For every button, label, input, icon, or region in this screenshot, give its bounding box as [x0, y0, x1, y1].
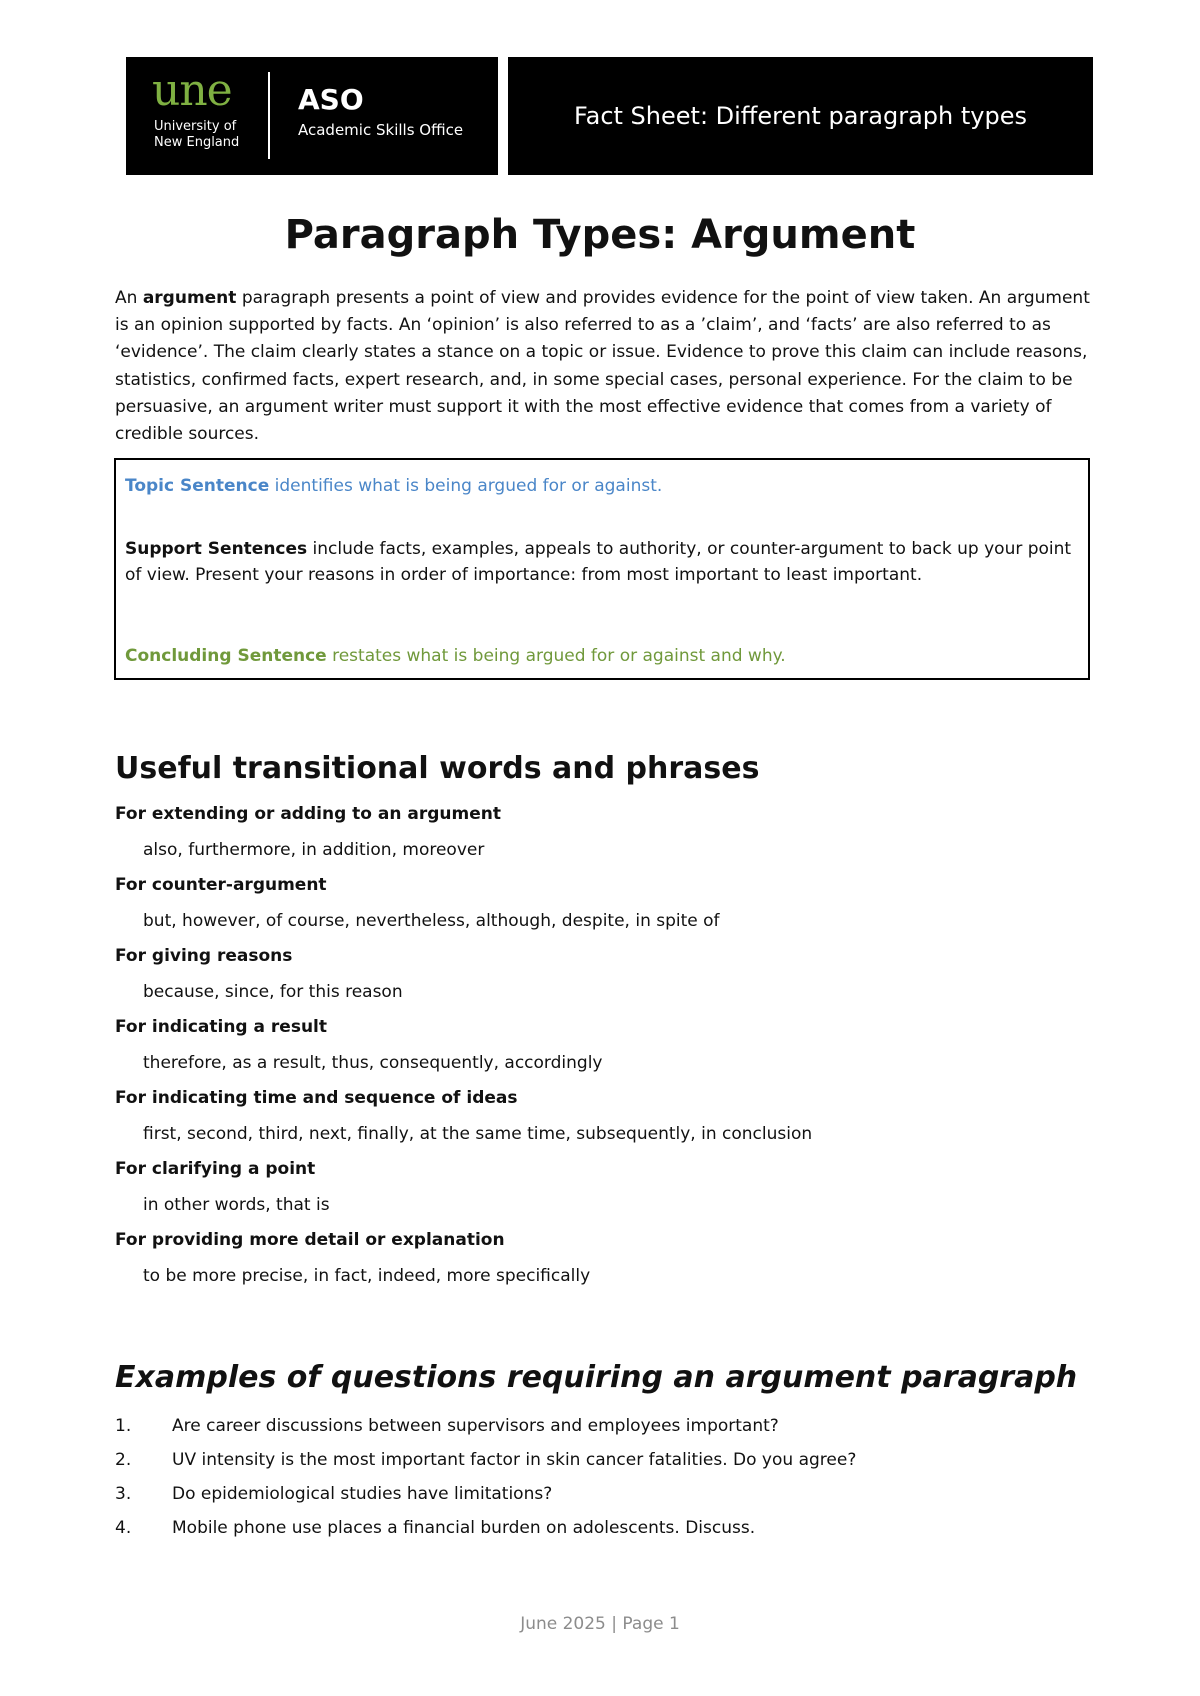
examples-heading: Examples of questions requiring an argument paragraph — [115, 1360, 1078, 1395]
intro-rest: paragraph presents a point of view and provides evidence for the point of view taken. An argument is an opinion supported by facts. An ‘opinion’ is also referred to as a ’claim’, and ‘facts’ are also referred to as ‘evidence’. The claim clearly states a stance on a topic or issue. Evidence to prove this claim can include reasons, statistics, confirmed facts, expert research, and, in some special cases, personal experience. For the claim to be persuasive, an argument writer must support it with the most effective evidence that comes from a variety of credible sources. — [115, 288, 1090, 445]
transition-words: because, since, for this reason — [143, 982, 403, 1002]
question-text: Mobile phone use places a financial burden on adolescents. Discuss. — [172, 1518, 756, 1538]
page-title: Paragraph Types: Argument — [284, 212, 916, 258]
transition-words: also, furthermore, in addition, moreover — [143, 840, 485, 860]
une-logo-line2: New England — [154, 135, 240, 150]
transition-category: For indicating time and sequence of ideas — [115, 1088, 518, 1108]
aso-name: Academic Skills Office — [298, 121, 464, 139]
question-text: Do epidemiological studies have limitations? — [172, 1484, 553, 1504]
transition-category: For extending or adding to an argument — [115, 804, 501, 824]
list-item — [115, 1415, 1095, 1449]
question-number: 2. — [115, 1450, 132, 1470]
example-questions-list — [115, 1415, 1095, 1551]
intro-lead: An — [115, 288, 143, 308]
transition-category: For giving reasons — [115, 946, 293, 966]
transition-category: For providing more detail or explanation — [115, 1230, 505, 1250]
topic-sentence-row — [125, 473, 1075, 499]
question-text: Are career discussions between supervisors and employees important? — [172, 1416, 779, 1436]
fact-sheet-title: Fact Sheet: Different paragraph types — [574, 102, 1027, 130]
support-sentences-row — [125, 536, 1075, 588]
transition-words: first, second, third, next, finally, at the same time, subsequently, in conclusion — [143, 1124, 813, 1144]
une-logo-line1: University of — [154, 119, 237, 134]
list-item — [115, 1449, 1095, 1483]
fact-sheet-banner — [508, 57, 1093, 175]
une-aso-logo — [126, 57, 498, 175]
list-item — [115, 1483, 1095, 1517]
transition-words: in other words, that is — [143, 1195, 330, 1215]
transitions-list — [115, 803, 1095, 1300]
logo-divider — [268, 72, 270, 159]
list-item — [115, 1517, 1095, 1551]
paragraph-structure-box — [114, 458, 1090, 680]
concluding-sentence-text: restates what is being argued for or against and why. — [326, 646, 786, 666]
concluding-sentence-row — [125, 643, 1075, 669]
topic-sentence-label: Topic Sentence — [125, 476, 270, 496]
transition-category: For counter-argument — [115, 875, 327, 895]
topic-sentence-text: identifies what is being argued for or against. — [269, 476, 663, 496]
aso-acronym: ASO — [298, 83, 364, 116]
une-logo-subtitle — [154, 119, 239, 151]
question-number: 1. — [115, 1416, 132, 1436]
transition-words: to be more precise, in fact, indeed, more specifically — [143, 1266, 591, 1286]
transitions-heading: Useful transitional words and phrases — [115, 751, 760, 786]
support-sentences-text: include facts, examples, appeals to authority, or counter-argument to back up your point of view. Present your reasons in order of importance: from most important to least important. — [125, 539, 1072, 585]
une-logo-wordmark: une — [152, 65, 232, 116]
question-number: 4. — [115, 1518, 132, 1538]
transition-words: therefore, as a result, thus, consequently, accordingly — [143, 1053, 603, 1073]
question-number: 3. — [115, 1484, 132, 1504]
intro-paragraph — [115, 285, 1090, 448]
page-footer: June 2025 | Page 1 — [520, 1614, 680, 1634]
intro-bold-word: argument — [142, 288, 237, 308]
transition-category: For clarifying a point — [115, 1159, 316, 1179]
question-text: UV intensity is the most important factor in skin cancer fatalities. Do you agree? — [172, 1450, 857, 1470]
transition-category: For indicating a result — [115, 1017, 328, 1037]
transition-words: but, however, of course, nevertheless, although, despite, in spite of — [143, 911, 720, 931]
support-sentences-label: Support Sentences — [125, 539, 308, 559]
concluding-sentence-label: Concluding Sentence — [125, 646, 327, 666]
